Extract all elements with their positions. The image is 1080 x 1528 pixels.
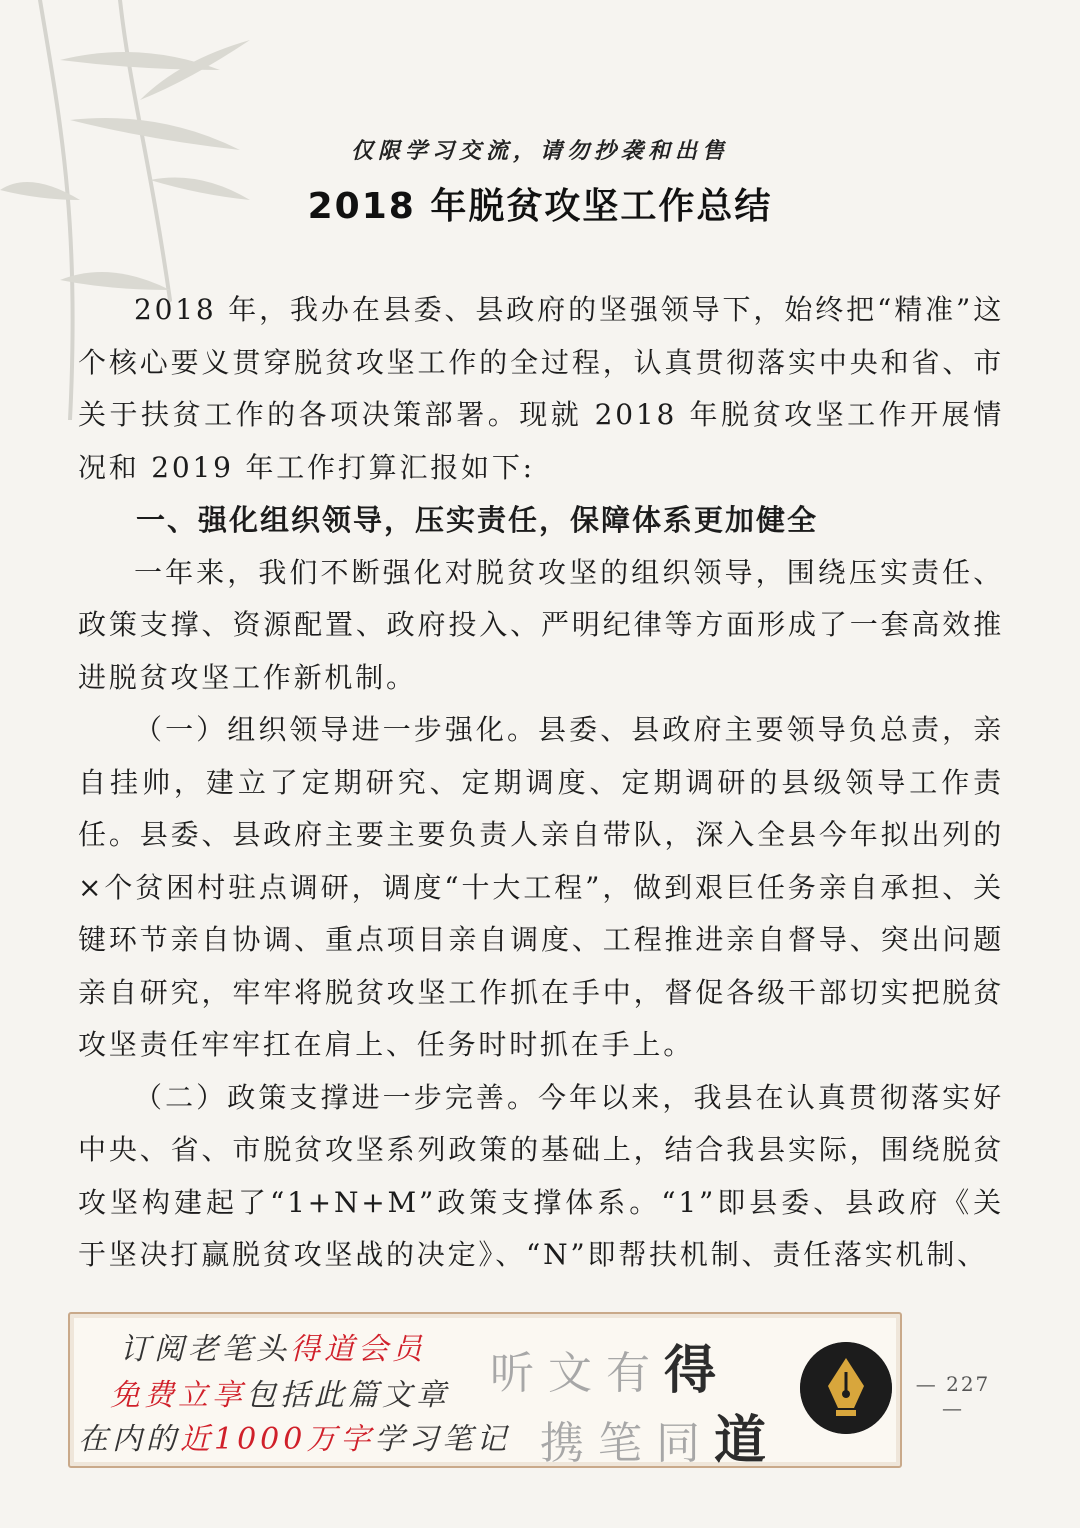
section-paragraph: 一年来，我们不断强化对脱贫攻坚的组织领导，围绕压实责任、政策支撑、资源配置、政府投入、严明纪律等方面形成了一套高效推进脱贫攻坚工作新机制。 xyxy=(78,555,1004,694)
slogan-2: 携笔同道 xyxy=(540,1410,781,1471)
promo-line-1: 订阅老笔头得道会员 xyxy=(120,1332,426,1367)
slogan-1: 听文有得 xyxy=(490,1340,731,1401)
item-paragraph-1: （一）组织领导进一步强化。县委、县政府主要领导负总责，亲自挂帅，建立了定期研究、定期调度、定期调研的县级领导工作责任。县委、县政府主要主要负责人亲自带队，深入全县今年拟出列的×个贫困村驻点调研，调度“十大工程”，做到艰巨任务亲自承担、关键环节亲自协调、重点项目亲自调度、工程推进亲自督导、突出问题亲自研究，牢牢将脱贫攻坚工作抓在手中，督促各级干部切实把脱贫攻坚责任牢牢扛在肩上、任务时时抓在手上。 xyxy=(78,713,1004,1061)
item-paragraph-2: （二）政策支撑进一步完善。今年以来，我县在认真贯彻落实好中央、省、市脱贫攻坚系列政策的基础上，结合我县实际，围绕脱贫攻坚构建起了“1+N+M”政策支撑体系。“1”即县委、县政府《关于坚决打赢脱贫攻坚战的决定》、“N”即帮扶机制、责任落实机制、 xyxy=(78,1080,1004,1271)
promo-line-2: 免费立享包括此篇文章 xyxy=(110,1378,450,1413)
page-title: 2018 年脱贫攻坚工作总结 xyxy=(307,186,773,227)
pen-nib-icon xyxy=(800,1342,892,1434)
intro-paragraph: 2018 年，我办在县委、县政府的坚强领导下，始终把“精准”这个核心要义贯穿脱贫攻坚工作的全过程，认真贯彻落实中央和省、市关于扶贫工作的各项决策部署。现就 2018 年脱贫攻坚工作开展情况和 2019 年工作打算汇报如下: xyxy=(78,293,1004,484)
promo-banner[interactable] xyxy=(68,1312,902,1471)
page-number: — 227 — xyxy=(915,1372,991,1420)
promo-line-3: 在内的近1000万字学习笔记 xyxy=(78,1422,511,1457)
section-heading: 一、强化组织领导，压实责任，保障体系更加健全 xyxy=(136,503,819,537)
copyright-notice: 仅限学习交流，请勿抄袭和出售 xyxy=(350,138,729,164)
document-body xyxy=(78,284,1004,1282)
